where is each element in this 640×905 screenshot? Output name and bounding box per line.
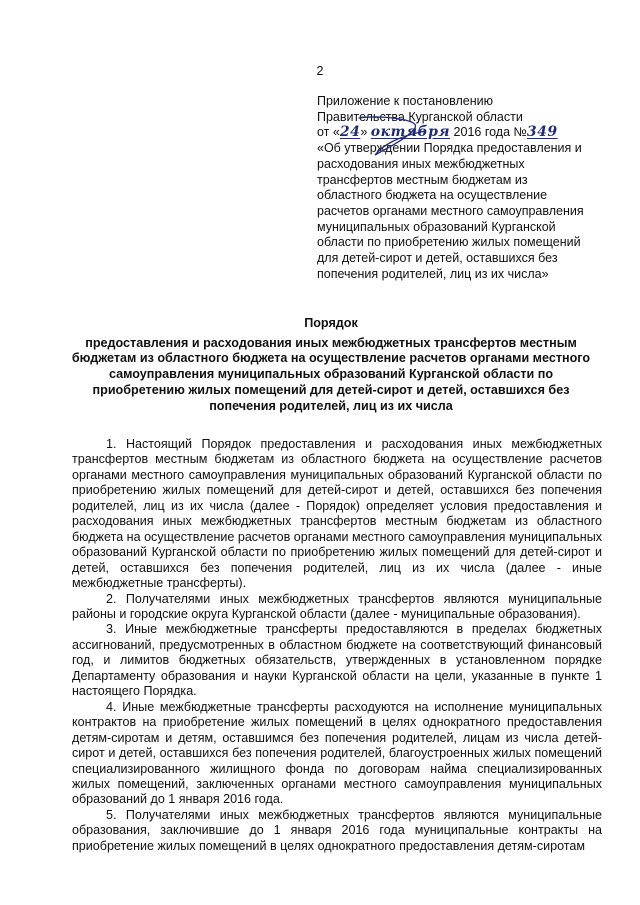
paragraph-3: 3. Иные межбюджетные трансферты предоставляются в пределах бюджетных ассигнований, предусмотренных в областном бюджете на соответствующий финансовый год, и лимитов бюджетных обязательств, утвержденных в установленном порядке Департаменту образования и науки Курганской области на цели, указанные в пункте 1 настоящего Порядка. <box>72 622 602 699</box>
appendix-subject-1: «Об утверждении Порядка предоставления и <box>317 141 582 156</box>
title-line-4: приобретению жилых помещений для детей-сирот и детей, оставшихся без <box>92 382 570 397</box>
appendix-line-2: Правительства Курганской области <box>317 109 523 124</box>
title-line-3: самоуправления муниципальных образований Курганской области по <box>108 367 554 382</box>
handwritten-day: 24 <box>339 124 361 141</box>
paragraph-4: 4. Иные межбюджетные трансферты расходуются на исполнение муниципальных контрактов на приобретение жилых помещений в целях однократного предоставления детям-сиротам и детям, оставшимся без попечения родителей, лицам из числа детей-сирот и детей, оставшихся без попечения родителей, благоустроенных жилых помещений специализированного жилищного фонда по договорам найма специализированных жилых помещений, заключенных органами местного самоуправления муниципальных образований до 1 января 2016 года. <box>72 699 602 807</box>
handwritten-month: октября <box>370 124 451 141</box>
appendix-subject-7: области по приобретению жилых помещений <box>317 235 581 250</box>
paragraph-2: 2. Получателями иных межбюджетных трансфертов являются муниципальные районы и городские округа Курганской области (далее - муниципальные образования). <box>72 591 602 621</box>
appendix-line-1: Приложение к постановлению <box>317 94 493 108</box>
handwritten-number: 349 <box>526 124 558 141</box>
title-line-1: предоставления и расходования иных межбюджетных трансфертов местным <box>85 335 577 350</box>
date-year: 2016 года № <box>453 125 527 140</box>
paragraph-1: 1. Настоящий Порядок предоставления и расходования иных межбюджетных трансфертов местным бюджетам из областного бюджета на осуществление расчетов органами местного самоуправления муниципальных образований Курганской области по приобретению жилых помещений для детей-сирот и детей, оставшихся без попечения родителей, лиц из их числа (далее - Порядок) определяет условия предоставления и расходования иных межбюджетных трансфертов местным бюджетам из областного бюджета на осуществление расчетов органами местного самоуправления муниципальных образований Курганской области по приобретению жилых помещений для детей-сирот и детей, оставшихся без попечения родителей, лиц из их числа (далее - иные межбюджетные трансферты). <box>72 437 602 591</box>
date-prefix: от « <box>317 125 340 140</box>
appendix-subject-2: расходования иных межбюджетных <box>317 156 525 171</box>
document-title <box>60 316 602 414</box>
date-mid: » <box>360 125 368 140</box>
appendix-subject-9: попечения родителей, лиц из их числа» <box>317 266 549 281</box>
appendix-subject-8: для детей-сирот и детей, оставшихся без <box>317 251 558 266</box>
title-line-2: бюджетам из областного бюджета на осуществление расчетов органами местного <box>71 351 591 366</box>
appendix-subject-4: областного бюджета на осуществление <box>317 188 548 203</box>
title-line-5: попечения родителей, лиц из их числа <box>209 398 453 413</box>
paragraph-5: 5. Получателями иных межбюджетных трансфертов являются муниципальные образования, заключившие до 1 января 2016 года муниципальные контракты на приобретение жилых помещений в целях однократного предоставления детям-сиротам <box>72 807 602 853</box>
signature-mark <box>353 115 435 161</box>
title-word: Порядок <box>304 316 358 330</box>
page-number: 2 <box>316 64 324 78</box>
document-body <box>72 437 602 854</box>
appendix-subject-6: муниципальных образований Курганской <box>317 219 556 234</box>
appendix-subject-5: расчетов органами местного самоуправления <box>317 203 584 218</box>
appendix-subject-3: трансфертов местным бюджетам из <box>317 172 528 187</box>
